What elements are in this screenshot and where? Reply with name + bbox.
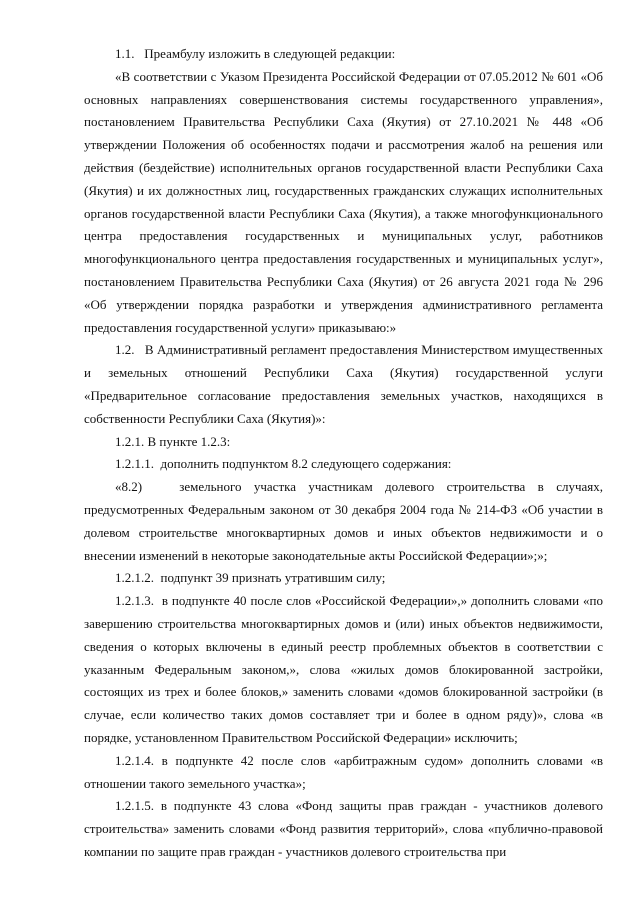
paragraph-8-2: «8.2) земельного участка участникам долевого строительства в случаях, предусмотренных Федеральным законом от 30 декабря 2004 года № 214-ФЗ «Об участии в долевом строительстве многоквартирных домов и иных объектов недвижимости и о внесении изменений в некоторые законодательные акты Российской Федерации»;»; [84,479,603,563]
paragraph-1-2-1: 1.2.1. В пункте 1.2.3: [115,433,231,449]
paragraph-preamble-text: «В соответствии с Указом Президента Российской Федерации от 07.05.2012 № 601 «Об основных направлениях совершенствования системы государственного управления», постановлением Правительства Республики Саха (Якутия) от 27.10.2021 № 448 «Об утверждении Положения об особенностях подачи и рассмотрения жалоб на решения или действия (бездействие) исполнительных органов государственной власти Республики Саха (Якутия) и их должностных лиц, государственных гражданских служащих исполнительных органов государственной власти Республики Саха (Якутия), а также многофункционального центра предоставления государственных и муниципальных услуг, работников многофункционального центра предоставления государственных и муниципальных услуг», постановлением Правительства Республики Саха (Якутия) от 26 августа 2021 года № 296 «Об утверждении порядка разработки и утверждения административного регламента предоставления государственной услуги» приказываю:» [84,68,603,335]
paragraph-1-2-1-4: 1.2.1.4. в подпункте 42 после слов «арбитражным судом» дополнить словами «в отношении такого земельного участка»; [84,752,603,791]
paragraph-1-2-1-2: 1.2.1.2. подпункт 39 признать утратившим силу; [115,570,386,586]
paragraph-1-1: 1.1. Преамбулу изложить в следующей редакции: [115,46,396,61]
document-body [84,43,603,864]
paragraph-1-2-1-5: 1.2.1.5. в подпункте 43 слова «Фонд защиты прав граждан - участников долевого строительства» заменить словами «Фонд развития территорий», слова «публично-правовой компании по защите прав граждан - участников долевого строительства при [84,798,603,859]
paragraph-1-2-1-3: 1.2.1.3. в подпункте 40 после слов «Российской Федерации»,» дополнить словами «по завершению строительства многоквартирных домов и (или) иных объектов недвижимости, сведения о которых включены в единый реестр проблемных объектов в соответствии с указанным Федеральным законом,», слова «жилых домов блокированной застройки, состоящих из трех и более блоков,» заменить словами «домов блокированной застройки (в случае, если количество таких домов составляет три и более в одном ряду)», слова «в порядке, установленном Правительством Российской Федерации» исключить; [84,593,603,745]
paragraph-1-2: 1.2. В Административный регламент предоставления Министерством имущественных и земельных отношений Республики Саха (Якутия) государственной услуги «Предварительное согласование предоставления земельных участков, находящихся в собственности Республики Саха (Якутия)»: [84,342,603,426]
paragraph-1-2-1-1: 1.2.1.1. дополнить подпунктом 8.2 следующего содержания: [115,456,452,472]
